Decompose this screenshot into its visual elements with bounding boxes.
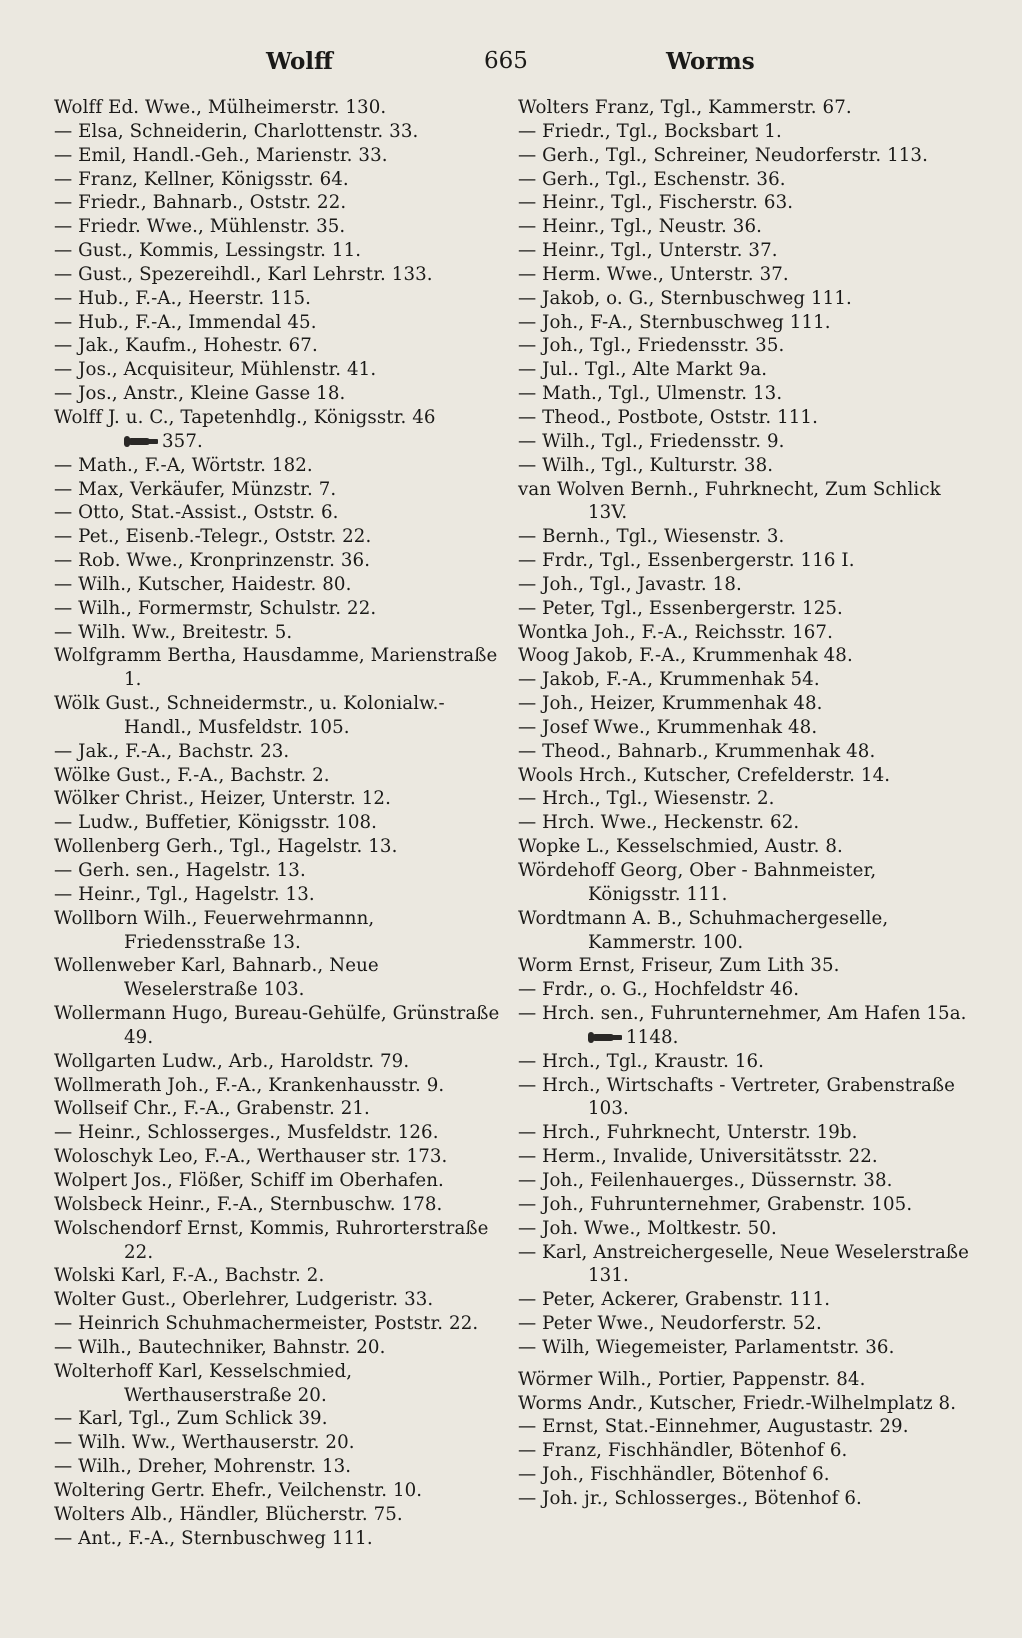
directory-entry: Wools Hrch., Kutscher, Crefelderstr. 14. [518,764,891,786]
directory-entry: — Jul.. Tgl., Alte Markt 9a. [518,359,768,381]
directory-entry: — Pet., Eisenb.-Telegr., Oststr. 22. [54,526,372,548]
directory-entry: van Wolven Bernh., Fuhrknecht, Zum Schlick 13V. [518,478,941,524]
directory-entry: Wordtmann A. B., Schuhmachergeselle, Kammerstr. 100. [518,907,889,953]
directory-entry: — Wilh., Formermstr, Schulstr. 22. [54,597,377,619]
directory-entry: Wollseif Chr., F.-A., Grabenstr. 21. [54,1098,370,1120]
directory-entry: — Joh., Fuhrunternehmer, Grabenstr. 105. [518,1193,913,1215]
directory-entry: — Theod., Bahnarb., Krummenhak 48. [518,740,876,762]
directory-entry: — Wilh, Wiegemeister, Parlamentstr. 36. [518,1336,895,1358]
directory-entry: — Hub., F.-A., Immendal 45. [54,311,317,333]
directory-entry: Wopke L., Kesselschmied, Austr. 8. [518,836,843,858]
directory-entry: — Joh., Fischhändler, Bötenhof 6. [518,1464,830,1486]
directory-entry: Wolsbeck Heinr., F.-A., Sternbuschw. 178. [54,1193,443,1215]
page-header [56,48,966,88]
directory-entry: — Heinr., Schlosserges., Musfeldstr. 126. [54,1122,439,1144]
entry-text: — Hrch. sen., Fuhrunternehmer, Am Hafen 15a. [518,1003,967,1025]
directory-entry: — Wilh., Bautechniker, Bahnstr. 20. [54,1336,386,1358]
directory-entry-with-phone [518,1002,970,1050]
directory-entry: Wölk Gust., Schneidermstr., u. Kolonialw.-Handl., Musfeldstr. 105. [54,693,445,738]
header-last-name: Worms [666,48,755,75]
directory-entry: — Hrch., Tgl., Kraustr. 16. [518,1050,765,1072]
directory-entry: — Gust., Spezereihdl., Karl Lehrstr. 133. [54,263,433,285]
directory-entry: — Wilh., Dreher, Mohrenstr. 13. [54,1456,352,1478]
directory-entry: Woloschyk Leo, F.-A., Werthauser str. 173. [54,1146,448,1168]
directory-entry: — Elsa, Schneiderin, Charlottenstr. 33. [54,120,419,142]
directory-entry: — Gerh., Tgl., Eschenstr. 36. [518,168,786,190]
phone-number: 1148. [626,1026,679,1048]
directory-entry: — Max, Verkäufer, Münzstr. 7. [54,478,337,500]
directory-entry: Wolschendorf Ernst, Kommis, Ruhrorterstraße 22. [54,1217,489,1263]
directory-entry: — Josef Wwe., Krummenhak 48. [518,716,818,738]
directory-entry: — Heinr., Tgl., Unterstr. 37. [518,240,778,262]
directory-entry: Wollermann Hugo, Bureau-Gehülfe, Grünstraße 49. [54,1003,500,1048]
directory-entry: — Jakob, F.-A., Krummenhak 54. [518,669,820,691]
spacer [518,1360,970,1368]
directory-entry: — Friedr., Bahnarb., Oststr. 22. [54,192,347,214]
directory-entry: — Jakob, o. G., Sternbuschweg 111. [518,287,852,309]
directory-entry: — Karl, Anstreichergeselle, Neue Weselerstraße 131. [518,1241,970,1287]
directory-entry: — Hrch. Wwe., Heckenstr. 62. [518,812,800,834]
telephone-icon [124,436,158,448]
directory-entry: — Heinrich Schuhmachermeister, Poststr. 22. [54,1313,479,1335]
left-column [54,96,504,1550]
directory-entry: — Heinr., Tgl., Hagelstr. 13. [54,883,315,905]
directory-entry: Wollenweber Karl, Bahnarb., Neue Weselerstraße 103. [54,955,379,1001]
directory-entry: — Hrch., Tgl., Wiesenstr. 2. [518,788,775,810]
directory-entry: Wölke Gust., F.-A., Bachstr. 2. [54,764,330,786]
directory-entry: — Gerh. sen., Hagelstr. 13. [54,860,306,881]
directory-entry: — Wilh., Tgl., Kulturstr. 38. [518,454,774,476]
directory-entry: — Emil, Handl.-Geh., Marienstr. 33. [54,144,388,166]
directory-entry: — Hub., F.-A., Heerstr. 115. [54,287,311,309]
directory-entry: — Friedr., Tgl., Bocksbart 1. [518,120,782,142]
directory-entry: — Joh. Wwe., Moltkestr. 50. [518,1217,777,1239]
directory-entry-phone [54,430,504,454]
directory-entry: — Joh., Feilenhauerges., Düssernstr. 38. [518,1169,893,1191]
directory-entry: Wolff Ed. Wwe., Mülheimerstr. 130. [54,97,387,118]
directory-entry: — Ant., F.-A., Sternbuschweg 111. [54,1527,373,1549]
directory-entry: Worms Andr., Kutscher, Friedr.-Wilhelmplatz 8. [518,1392,957,1414]
directory-entry: — Karl, Tgl., Zum Schlick 39. [54,1408,328,1430]
directory-entry: — Franz, Fischhändler, Bötenhof 6. [518,1440,848,1462]
directory-entry: — Joh., Heizer, Krummenhak 48. [518,693,823,715]
directory-entry: — Hrch., Wirtschafts - Vertreter, Grabenstraße 103. [518,1074,956,1120]
directory-entry: Wontka Joh., F.-A., Reichsstr. 167. [518,621,833,643]
header-first-name: Wolff [266,48,333,75]
directory-entry: — Frdr., o. G., Hochfeldstr 46. [518,979,800,1001]
page-number: 665 [484,48,528,74]
directory-entry: Wollmerath Joh., F.-A., Krankenhausstr. 9. [54,1074,445,1096]
directory-entry: — Wilh. Ww., Breitestr. 5. [54,621,293,643]
directory-entry: — Jak., Kaufm., Hohestr. 67. [54,335,318,357]
directory-entry: — Hrch., Fuhrknecht, Unterstr. 19b. [518,1122,858,1144]
directory-entry: — Heinr., Tgl., Neustr. 36. [518,216,763,238]
directory-entry: — Frdr., Tgl., Essenbergerstr. 116 I. [518,550,855,572]
directory-entry: — Peter, Ackerer, Grabenstr. 111. [518,1289,831,1311]
directory-entry: — Ernst, Stat.-Einnehmer, Augustastr. 29. [518,1416,909,1438]
directory-entry: — Bernh., Tgl., Wiesenstr. 3. [518,526,785,548]
phone-number: 357. [162,430,203,452]
directory-entry: Wolterhoff Karl, Kesselschmied, Werthauserstraße 20. [54,1360,353,1406]
directory-entry: Wollborn Wilh., Feuerwehrmannn, Friedensstraße 13. [54,907,375,953]
directory-entry: — Ludw., Buffetier, Königsstr. 108. [54,812,378,834]
directory-entry: Wolpert Jos., Flößer, Schiff im Oberhafen. [54,1169,444,1191]
telephone-icon [588,1032,622,1044]
directory-entry: — Joh., Tgl., Javastr. 18. [518,573,742,595]
directory-entry: Wölker Christ., Heizer, Unterstr. 12. [54,788,391,810]
directory-entry: — Wilh., Tgl., Friedensstr. 9. [518,430,785,452]
directory-entry: Woltering Gertr. Ehefr., Veilchenstr. 10. [54,1479,423,1501]
right-column [518,96,970,1511]
directory-entry: — Joh., F-A., Sternbuschweg 111. [518,311,831,333]
directory-entry: Wolff J. u. C., Tapetenhdlg., Königsstr. 46 [54,406,436,428]
directory-entry: — Jos., Anstr., Kleine Gasse 18. [54,383,346,405]
directory-entry: Worm Ernst, Friseur, Zum Lith 35. [518,955,840,977]
directory-entry: — Peter, Tgl., Essenbergerstr. 125. [518,597,843,619]
directory-entry: — Theod., Postbote, Oststr. 111. [518,406,818,428]
directory-entry: — Gust., Kommis, Lessingstr. 11. [54,240,362,262]
directory-entry: Wolters Franz, Tgl., Kammerstr. 67. [518,97,852,118]
directory-entry: Wolfgramm Bertha, Hausdamme, Marienstraße 1. [54,645,498,691]
directory-entry: Wolters Alb., Händler, Blücherstr. 75. [54,1503,403,1525]
directory-entry: Wolter Gust., Oberlehrer, Ludgeristr. 33. [54,1289,434,1311]
directory-entry: — Jak., F.-A., Bachstr. 23. [54,740,290,762]
directory-entry: Woog Jakob, F.-A., Krummenhak 48. [518,645,853,667]
directory-entry: — Peter Wwe., Neudorferstr. 52. [518,1313,822,1335]
directory-entry: — Wilh., Kutscher, Haidestr. 80. [54,573,352,595]
directory-entry: — Wilh. Ww., Werthauserstr. 20. [54,1432,355,1454]
directory-entry: — Friedr. Wwe., Mühlenstr. 35. [54,216,346,238]
directory-entry: Wörmer Wilh., Portier, Pappenstr. 84. [518,1368,866,1390]
directory-entry: Wollgarten Ludw., Arb., Haroldstr. 79. [54,1050,410,1072]
directory-entry: — Math., Tgl., Ulmenstr. 13. [518,383,783,405]
directory-entry: Wolski Karl, F.-A., Bachstr. 2. [54,1265,325,1287]
directory-entry: — Jos., Acquisiteur, Mühlenstr. 41. [54,359,377,381]
directory-entry: — Rob. Wwe., Kronprinzenstr. 36. [54,550,371,572]
directory-entry: — Gerh., Tgl., Schreiner, Neudorferstr. 113. [518,144,928,166]
directory-entry: — Joh., Tgl., Friedensstr. 35. [518,335,785,357]
directory-entry: — Herm. Wwe., Unterstr. 37. [518,263,789,285]
directory-entry: — Heinr., Tgl., Fischerstr. 63. [518,192,794,214]
directory-entry: Wollenberg Gerh., Tgl., Hagelstr. 13. [54,836,398,858]
directory-entry: — Otto, Stat.-Assist., Oststr. 6. [54,502,339,524]
directory-entry: — Franz, Kellner, Königsstr. 64. [54,168,349,190]
directory-entry: — Herm., Invalide, Universitätsstr. 22. [518,1146,878,1168]
directory-entry: Wördehoff Georg, Ober - Bahnmeister, Königsstr. 111. [518,860,877,905]
directory-entry: — Joh. jr., Schlosserges., Bötenhof 6. [518,1487,862,1509]
directory-entry: — Math., F.-A, Wörtstr. 182. [54,454,313,476]
